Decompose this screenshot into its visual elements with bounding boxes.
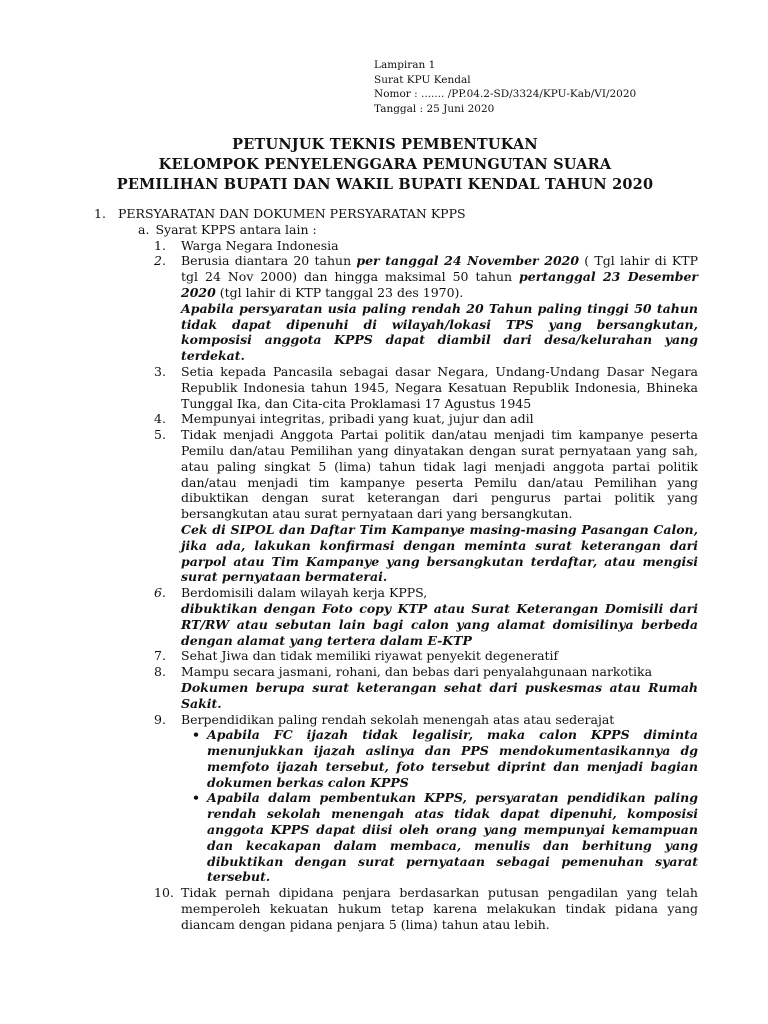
item-number: 1. xyxy=(154,237,166,253)
document-title xyxy=(60,135,710,195)
sub-heading xyxy=(94,222,698,238)
document-content xyxy=(94,206,698,933)
bullet-list xyxy=(181,727,698,885)
list-item xyxy=(94,253,698,364)
attachment-label: Lampiran 1 xyxy=(374,59,436,71)
item-number: 9. xyxy=(154,711,166,727)
item-text: Berdomisili dalam wilayah kerja KPPS, xyxy=(181,585,428,601)
item-number: 8. xyxy=(154,664,166,680)
list-item xyxy=(94,238,698,254)
bullet-text: Apabila dalam pembentukan KPPS, persyaratan pendidikan paling rendah sekolah menengah atas tidak dapat dipenuhi, komposisi anggota KPPS dapat diisi oleh orang yang mempunyai kemampuan dan kecakapan dalam membaca, menulis dan berhitung yang dibuktikan dengan surat pernyataan sebagai pemenuhan syarat tersebut. xyxy=(207,790,698,885)
bullet-icon: • xyxy=(192,790,200,806)
list-item xyxy=(94,585,698,648)
item-text: Warga Negara Indonesia xyxy=(181,237,339,253)
attachment-block xyxy=(374,58,636,116)
bullet-icon: • xyxy=(192,727,200,743)
item-text: Mampu secara jasmani, rohani, dan bebas dari penyalahgunaan narkotika xyxy=(181,664,653,680)
list-item xyxy=(94,885,698,932)
sub-heading-text: Syarat KPPS antara lain : xyxy=(155,221,317,237)
title-line-3: PEMILIHAN BUPATI DAN WAKIL BUPATI KENDAL TAHUN 2020 xyxy=(116,176,654,193)
item-text: Sehat Jiwa dan tidak memiliki riyawat penyekit degeneratif xyxy=(181,648,559,664)
item-number: 6. xyxy=(154,585,166,601)
item-text: ( Tgl lahir di KTP tgl 24 Nov 2000) dan hingga maksimal 50 tahun xyxy=(181,253,699,285)
section-number: 1. xyxy=(94,206,106,221)
title-line-1: PETUNJUK TEKNIS PEMBENTUKAN xyxy=(232,136,538,153)
item-note: Cek di SIPOL dan Daftar Tim Kampanye masing-masing Pasangan Calon, jika ada, lakukan konfirmasi dengan meminta surat keterangan dari parpol atau Tim Kampanye yang bersangkutan terdaftar, atau mengisi surat pernyataan bermaterai. xyxy=(181,521,698,585)
item-text: Setia kepada Pancasila sebagai dasar Negara, Undang-Undang Dasar Negara Republik Indonesia tahun 1945, Negara Kesatuan Republik Indonesia, Bhineka Tunggal Ika, dan Cita-cita Proklamasi 17 Agustus 1945 xyxy=(181,363,698,411)
list-item xyxy=(94,648,698,664)
title-line-2: KELOMPOK PENYELENGGARA PEMUNGUTAN SUARA xyxy=(158,156,612,173)
bullet-item xyxy=(181,727,698,790)
item-number: 2. xyxy=(154,253,166,269)
attachment-date: Tanggal : 25 Juni 2020 xyxy=(374,102,495,115)
list-item xyxy=(94,712,698,886)
requirements-list xyxy=(94,238,698,933)
item-note: dibuktikan dengan Foto copy KTP atau Surat Keterangan Domisili dari RT/RW atau sebutan lain bagi calon yang alamat domisilinya berbeda dengan alamat yang tertera dalam E-KTP xyxy=(181,600,698,648)
item-number: 10. xyxy=(154,885,174,901)
item-text: Mempunyai integritas, pribadi yang kuat, jujur dan adil xyxy=(181,411,534,427)
list-item xyxy=(94,664,698,711)
section-heading xyxy=(94,206,698,222)
item-number: 4. xyxy=(154,411,166,427)
item-number: 5. xyxy=(154,427,166,443)
item-note: Dokumen berupa surat keterangan sehat dari puskesmas atau Rumah Sakit. xyxy=(181,679,698,711)
item-date-emphasis: pertanggal 23 Desember 2020 xyxy=(181,269,698,300)
item-text: Tidak menjadi Anggota Partai politik dan/atau menjadi tim kampanye peserta Pemilu dan/atau Pemilihan yang dinyatakan dengan surat pernyataan yang sah, atau paling singkat 5 (lima) tahun tidak lagi menjadi anggota partai politik dan/atau menjadi tim kampanye peserta Pemilu dan/atau Pemilihan yang dibuktikan dengan surat keterangan dari pengurus partai politik yang bersangkutan atau surat pernyataan dari yang bersangkutan. xyxy=(181,427,698,522)
attachment-letter: Surat KPU Kendal xyxy=(374,73,471,86)
section-title: PERSYARATAN DAN DOKUMEN PERSYARATAN KPPS xyxy=(118,206,466,221)
list-item xyxy=(94,427,698,585)
sub-heading-label: a. xyxy=(138,221,150,237)
item-text: Tidak pernah dipidana penjara berdasarkan putusan pengadilan yang telah memperoleh kekuatan hukum tetap karena melakukan tindak pidana yang diancam dengan pidana penjara 5 (lima) tahun atau lebih. xyxy=(181,885,698,932)
item-text: (tgl lahir di KTP tanggal 23 des 1970). xyxy=(215,284,464,300)
bullet-item xyxy=(181,790,698,885)
list-item xyxy=(94,411,698,427)
item-note: Apabila persyaratan usia paling rendah 20 Tahun paling tinggi 50 tahun tidak dapat dipenuhi di wilayah/lokasi TPS yang bersangkutan, komposisi anggota KPPS dapat diambil dari desa/kelurahan yang terdekat. xyxy=(181,300,698,364)
bullet-text: Apabila FC ijazah tidak legalisir, maka calon KPPS diminta menunjukkan ijazah aslinya dan PPS mendokumentasikannya dg memfoto ijazah tersebut, foto tersebut diprint dan menjadi bagian dokumen berkas calon KPPS xyxy=(207,727,698,790)
item-number: 7. xyxy=(154,648,166,664)
item-number: 3. xyxy=(154,363,166,379)
item-text: Berpendidikan paling rendah sekolah menengah atas atau sederajat xyxy=(181,711,615,727)
attachment-number: Nomor : ....... /PP.04.2-SD/3324/KPU-Kab/VI/2020 xyxy=(374,88,637,100)
item-date-emphasis: per tanggal 24 November 2020 xyxy=(356,253,580,269)
list-item xyxy=(94,364,698,411)
item-text: Berusia diantara 20 tahun xyxy=(181,253,357,269)
